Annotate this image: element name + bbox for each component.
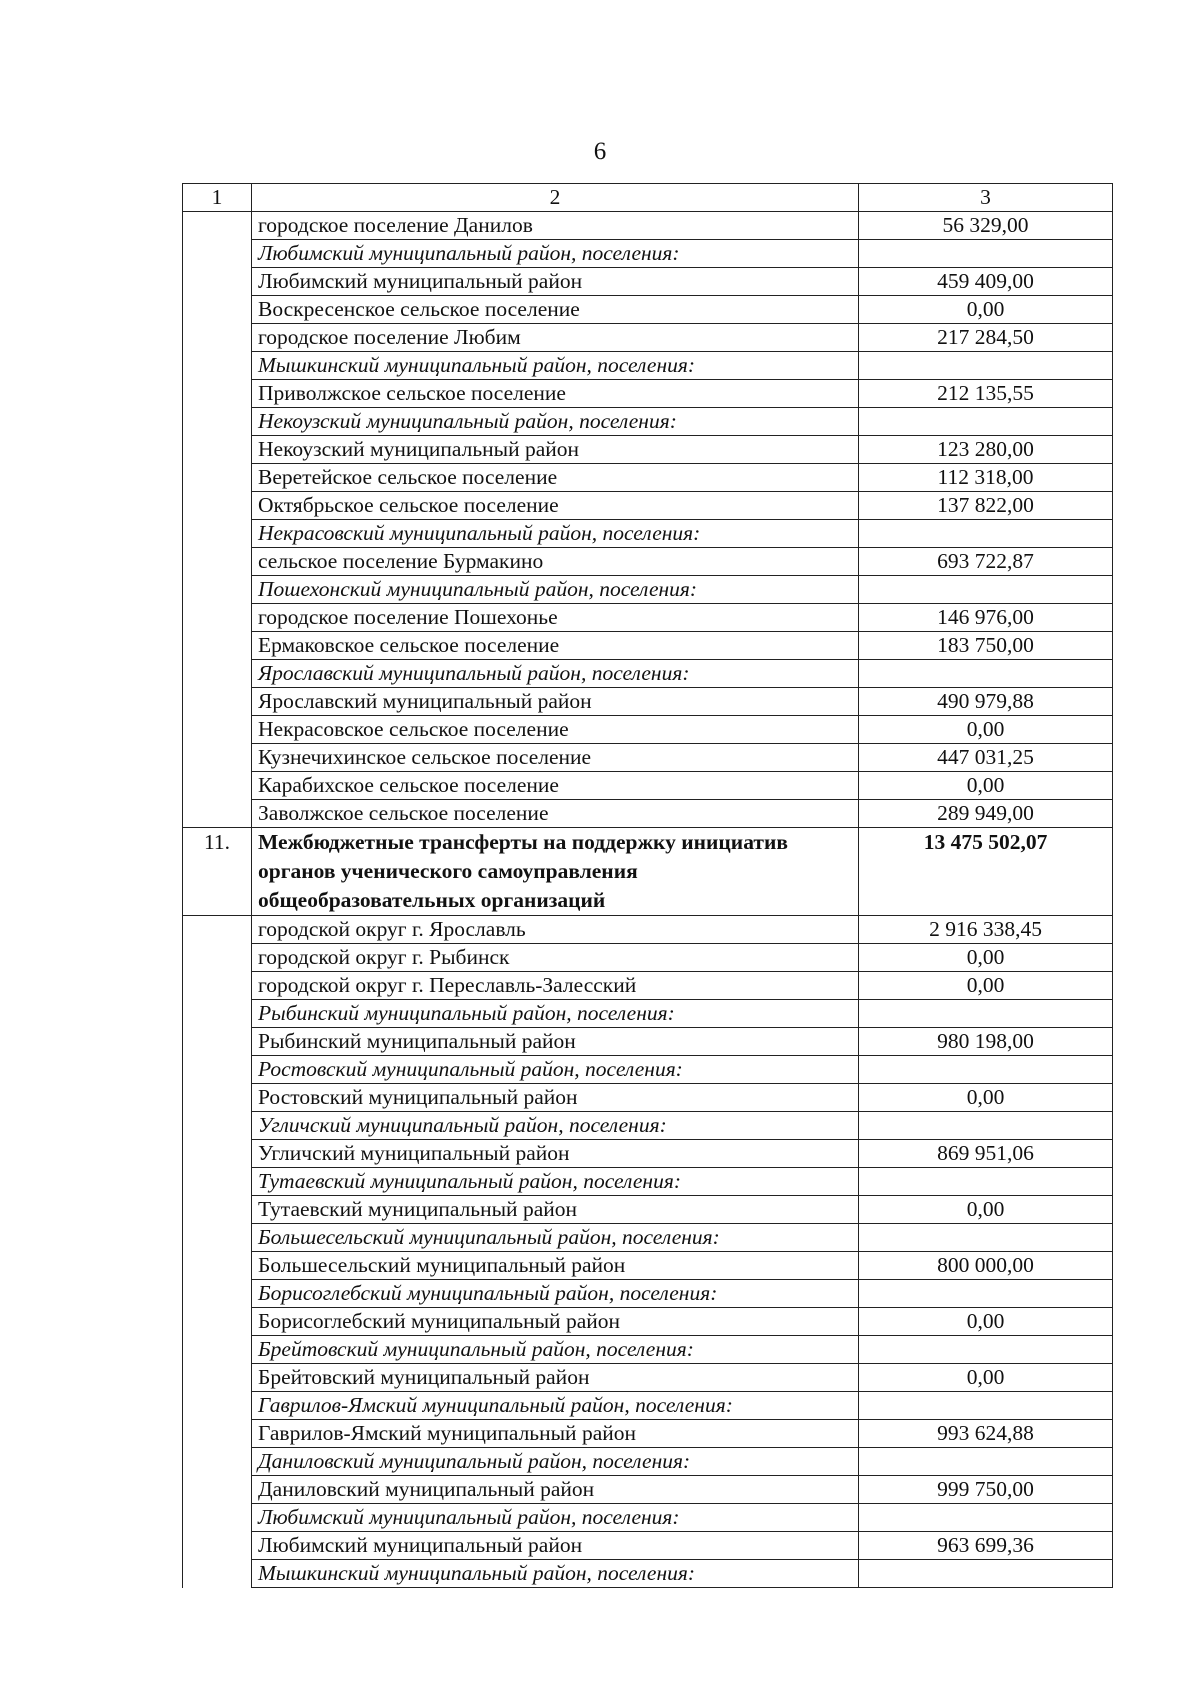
district-group-label: Любимский муниципальный район, поселения: xyxy=(252,1504,859,1532)
column-header-3: 3 xyxy=(859,184,1113,212)
amount-cell: 0,00 xyxy=(859,1084,1113,1112)
row-index-cell xyxy=(183,436,252,464)
amount-cell: 980 198,00 xyxy=(859,1028,1113,1056)
table-row xyxy=(183,1560,1113,1588)
table-row xyxy=(183,1140,1113,1168)
row-index-cell xyxy=(183,944,252,972)
row-index-cell xyxy=(183,1308,252,1336)
table-row xyxy=(183,916,1113,944)
table-row xyxy=(183,464,1113,492)
table-row xyxy=(183,520,1113,548)
page-number: 6 xyxy=(593,138,607,165)
amount-cell: 0,00 xyxy=(859,1308,1113,1336)
amount-cell: 146 976,00 xyxy=(859,604,1113,632)
row-index-cell xyxy=(183,1224,252,1252)
row-index-cell xyxy=(183,1476,252,1504)
amount-cell: 999 750,00 xyxy=(859,1476,1113,1504)
table-row xyxy=(183,1504,1113,1532)
table-row xyxy=(183,1168,1113,1196)
row-index-cell xyxy=(183,520,252,548)
table-row xyxy=(183,1280,1113,1308)
table-row xyxy=(183,352,1113,380)
amount-cell xyxy=(859,1224,1113,1252)
amount-cell: 212 135,55 xyxy=(859,380,1113,408)
row-index-cell xyxy=(183,1000,252,1028)
table-row xyxy=(183,576,1113,604)
table-row xyxy=(183,212,1113,240)
municipality-name: Борисоглебский муниципальный район xyxy=(252,1308,859,1336)
amount-cell xyxy=(859,240,1113,268)
table-row xyxy=(183,1364,1113,1392)
section-title: Межбюджетные трансферты на поддержку инициатив органов ученического самоуправления общеобразовательных организаций xyxy=(252,828,859,916)
district-group-label: Любимский муниципальный район, поселения: xyxy=(252,240,859,268)
table-row xyxy=(183,1224,1113,1252)
district-group-label: Мышкинский муниципальный район, поселения: xyxy=(252,1560,859,1588)
municipality-name: Кузнечихинское сельское поселение xyxy=(252,744,859,772)
row-index-cell xyxy=(183,1448,252,1476)
municipality-name: Любимский муниципальный район xyxy=(252,1532,859,1560)
table-row xyxy=(183,1336,1113,1364)
municipality-name: городское поселение Данилов xyxy=(252,212,859,240)
row-index-cell xyxy=(183,1028,252,1056)
table-row xyxy=(183,240,1113,268)
row-index-cell xyxy=(183,352,252,380)
district-group-label: Брейтовский муниципальный район, поселения: xyxy=(252,1336,859,1364)
amount-cell xyxy=(859,1112,1113,1140)
municipality-name: городской округ г. Переславль-Залесский xyxy=(252,972,859,1000)
amount-cell: 993 624,88 xyxy=(859,1420,1113,1448)
municipality-name: сельское поселение Бурмакино xyxy=(252,548,859,576)
municipality-name: Некоузский муниципальный район xyxy=(252,436,859,464)
amount-cell: 289 949,00 xyxy=(859,800,1113,828)
row-index-cell xyxy=(183,1336,252,1364)
row-index-cell xyxy=(183,548,252,576)
table-row xyxy=(183,604,1113,632)
district-group-label: Тутаевский муниципальный район, поселения: xyxy=(252,1168,859,1196)
amount-cell: 217 284,50 xyxy=(859,324,1113,352)
amount-cell: 123 280,00 xyxy=(859,436,1113,464)
district-group-label: Даниловский муниципальный район, поселения: xyxy=(252,1448,859,1476)
municipality-name: городское поселение Любим xyxy=(252,324,859,352)
row-index-cell xyxy=(183,604,252,632)
table-row xyxy=(183,1028,1113,1056)
district-group-label: Ростовский муниципальный район, поселения: xyxy=(252,1056,859,1084)
amount-cell: 0,00 xyxy=(859,772,1113,800)
municipality-name: городской округ г. Ярославль xyxy=(252,916,859,944)
row-index-cell xyxy=(183,212,252,240)
table-row xyxy=(183,492,1113,520)
amount-cell: 0,00 xyxy=(859,716,1113,744)
amount-cell: 112 318,00 xyxy=(859,464,1113,492)
amount-cell xyxy=(859,1448,1113,1476)
municipality-name: городское поселение Пошехонье xyxy=(252,604,859,632)
row-index-cell xyxy=(183,1084,252,1112)
row-index-cell xyxy=(183,916,252,944)
row-index-cell xyxy=(183,632,252,660)
table-row xyxy=(183,1000,1113,1028)
municipality-name: Некрасовское сельское поселение xyxy=(252,716,859,744)
table-row xyxy=(183,800,1113,828)
district-group-label: Гаврилов-Ямский муниципальный район, поселения: xyxy=(252,1392,859,1420)
district-group-label: Борисоглебский муниципальный район, поселения: xyxy=(252,1280,859,1308)
row-index-cell xyxy=(183,744,252,772)
amount-cell xyxy=(859,1000,1113,1028)
row-index-cell xyxy=(183,688,252,716)
section-total: 13 475 502,07 xyxy=(859,828,1113,916)
amount-cell: 869 951,06 xyxy=(859,1140,1113,1168)
table-row xyxy=(183,744,1113,772)
amount-cell: 447 031,25 xyxy=(859,744,1113,772)
amount-cell: 963 699,36 xyxy=(859,1532,1113,1560)
budget-table xyxy=(182,183,1113,1588)
amount-cell: 0,00 xyxy=(859,296,1113,324)
municipality-name: Гаврилов-Ямский муниципальный район xyxy=(252,1420,859,1448)
table-row xyxy=(183,972,1113,1000)
section-number: 11. xyxy=(183,828,252,916)
district-group-label: Рыбинский муниципальный район, поселения: xyxy=(252,1000,859,1028)
section-row xyxy=(183,828,1113,916)
table-row xyxy=(183,324,1113,352)
column-header-1: 1 xyxy=(183,184,252,212)
amount-cell xyxy=(859,1392,1113,1420)
municipality-name: Веретейское сельское поселение xyxy=(252,464,859,492)
district-group-label: Угличский муниципальный район, поселения: xyxy=(252,1112,859,1140)
amount-cell xyxy=(859,1504,1113,1532)
table-row xyxy=(183,1056,1113,1084)
district-group-label: Мышкинский муниципальный район, поселения: xyxy=(252,352,859,380)
row-index-cell xyxy=(183,1252,252,1280)
row-index-cell xyxy=(183,1364,252,1392)
municipality-name: Любимский муниципальный район xyxy=(252,268,859,296)
table-row xyxy=(183,436,1113,464)
amount-cell: 183 750,00 xyxy=(859,632,1113,660)
amount-cell xyxy=(859,1560,1113,1588)
district-group-label: Большесельский муниципальный район, поселения: xyxy=(252,1224,859,1252)
district-group-label: Ярославский муниципальный район, поселения: xyxy=(252,660,859,688)
amount-cell xyxy=(859,576,1113,604)
amount-cell: 800 000,00 xyxy=(859,1252,1113,1280)
row-index-cell xyxy=(183,380,252,408)
amount-cell xyxy=(859,352,1113,380)
table-row xyxy=(183,688,1113,716)
row-index-cell xyxy=(183,576,252,604)
row-index-cell xyxy=(183,1280,252,1308)
amount-cell xyxy=(859,1168,1113,1196)
row-index-cell xyxy=(183,1560,252,1588)
row-index-cell xyxy=(183,1196,252,1224)
amount-cell: 0,00 xyxy=(859,944,1113,972)
table-row xyxy=(183,1476,1113,1504)
municipality-name: Ермаковское сельское поселение xyxy=(252,632,859,660)
table-row xyxy=(183,1420,1113,1448)
amount-cell: 490 979,88 xyxy=(859,688,1113,716)
row-index-cell xyxy=(183,408,252,436)
row-index-cell xyxy=(183,296,252,324)
municipality-name: Тутаевский муниципальный район xyxy=(252,1196,859,1224)
amount-cell xyxy=(859,1056,1113,1084)
municipality-name: Заволжское сельское поселение xyxy=(252,800,859,828)
amount-cell: 56 329,00 xyxy=(859,212,1113,240)
table-row xyxy=(183,268,1113,296)
row-index-cell xyxy=(183,1056,252,1084)
amount-cell: 0,00 xyxy=(859,972,1113,1000)
amount-cell: 2 916 338,45 xyxy=(859,916,1113,944)
table-row xyxy=(183,548,1113,576)
district-group-label: Некоузский муниципальный район, поселения: xyxy=(252,408,859,436)
table-row xyxy=(183,1084,1113,1112)
table-row xyxy=(183,296,1113,324)
row-index-cell xyxy=(183,1532,252,1560)
municipality-name: Ярославский муниципальный район xyxy=(252,688,859,716)
row-index-cell xyxy=(183,1420,252,1448)
amount-cell: 0,00 xyxy=(859,1196,1113,1224)
table-row xyxy=(183,1196,1113,1224)
table-row xyxy=(183,380,1113,408)
row-index-cell xyxy=(183,240,252,268)
municipality-name: Приволжское сельское поселение xyxy=(252,380,859,408)
table-row xyxy=(183,716,1113,744)
row-index-cell xyxy=(183,800,252,828)
row-index-cell xyxy=(183,492,252,520)
table-header-row xyxy=(183,184,1113,212)
municipality-name: Воскресенское сельское поселение xyxy=(252,296,859,324)
amount-cell xyxy=(859,1280,1113,1308)
row-index-cell xyxy=(183,324,252,352)
row-index-cell xyxy=(183,1504,252,1532)
table-row xyxy=(183,772,1113,800)
municipality-name: Угличский муниципальный район xyxy=(252,1140,859,1168)
column-header-2: 2 xyxy=(252,184,859,212)
table-row xyxy=(183,1308,1113,1336)
table-row xyxy=(183,1252,1113,1280)
amount-cell xyxy=(859,520,1113,548)
table-row xyxy=(183,1392,1113,1420)
row-index-cell xyxy=(183,660,252,688)
table-row xyxy=(183,408,1113,436)
row-index-cell xyxy=(183,716,252,744)
district-group-label: Пошехонский муниципальный район, поселения: xyxy=(252,576,859,604)
amount-cell xyxy=(859,660,1113,688)
municipality-name: городской округ г. Рыбинск xyxy=(252,944,859,972)
amount-cell: 0,00 xyxy=(859,1364,1113,1392)
table-row xyxy=(183,1448,1113,1476)
table-row xyxy=(183,944,1113,972)
table-row xyxy=(183,660,1113,688)
amount-cell: 693 722,87 xyxy=(859,548,1113,576)
municipality-name: Брейтовский муниципальный район xyxy=(252,1364,859,1392)
amount-cell xyxy=(859,408,1113,436)
row-index-cell xyxy=(183,772,252,800)
table-row xyxy=(183,1112,1113,1140)
amount-cell: 459 409,00 xyxy=(859,268,1113,296)
district-group-label: Некрасовский муниципальный район, поселения: xyxy=(252,520,859,548)
municipality-name: Карабихское сельское поселение xyxy=(252,772,859,800)
row-index-cell xyxy=(183,972,252,1000)
municipality-name: Ростовский муниципальный район xyxy=(252,1084,859,1112)
municipality-name: Большесельский муниципальный район xyxy=(252,1252,859,1280)
municipality-name: Рыбинский муниципальный район xyxy=(252,1028,859,1056)
amount-cell xyxy=(859,1336,1113,1364)
municipality-name: Даниловский муниципальный район xyxy=(252,1476,859,1504)
row-index-cell xyxy=(183,1140,252,1168)
row-index-cell xyxy=(183,464,252,492)
table-row xyxy=(183,632,1113,660)
amount-cell: 137 822,00 xyxy=(859,492,1113,520)
table-row xyxy=(183,1532,1113,1560)
row-index-cell xyxy=(183,1168,252,1196)
municipality-name: Октябрьское сельское поселение xyxy=(252,492,859,520)
row-index-cell xyxy=(183,1392,252,1420)
row-index-cell xyxy=(183,268,252,296)
row-index-cell xyxy=(183,1112,252,1140)
